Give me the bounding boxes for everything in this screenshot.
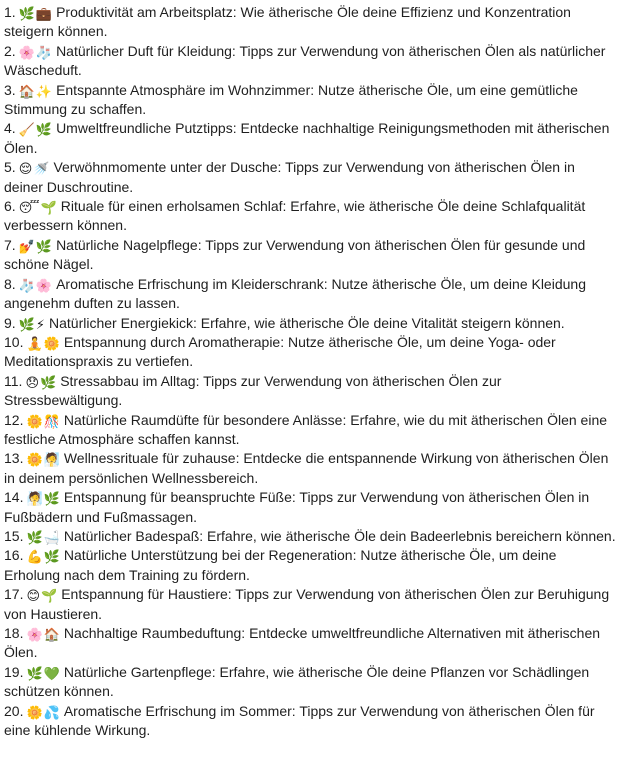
item-text: Entspannung für beanspruchte Füße: Tipps zur Verwendung von ätherischen Ölen in Fußbädern und Fußmassagen. [4,489,590,525]
socks-icon: 🧦 [18,278,35,294]
item-text: Entspannung durch Aromatherapie: Nutze ätherische Öle, um deine Yoga- oder Meditationspraxis zu vertiefen. [4,333,556,370]
item-number: 17. [4,586,24,603]
herb-icon: 🌿 [18,7,35,22]
seedling-icon: 🌱 [41,589,58,605]
item-text: Verwöhnmomente unter der Dusche: Tipps zur Verwendung von ätherischen Ölen in deiner Duschroutine. [4,159,575,195]
blossom-icon: 🌼 [26,414,43,430]
house-icon: 🏠 [18,84,35,100]
house-icon: 🏠 [43,628,60,643]
item-number: 6. [4,198,16,215]
herb-icon: 🌿 [43,492,60,508]
briefcase-icon: 💼 [35,7,53,22]
water-droplets-icon: 💦 [43,705,60,721]
item-number: 10. [4,333,24,350]
item-number: 7. [4,236,16,253]
blossom-icon: 🌼 [26,705,43,721]
item-number: 5. [4,159,16,176]
item-text: Aromatische Erfrischung im Kleiderschrank: Nutze ätherische Öle, um deine Kleidung angenehm duften zu lassen. [4,275,586,312]
bathtub-icon: 🛁 [43,530,60,546]
item-text: Natürlicher Energiekick: Erfahre, wie ätherische Öle deine Vitalität steigern können. [49,314,565,331]
item-text: Wellnessrituale für zuhause: Entdecke die entspannende Wirkung von ätherischen Ölen in deinem persönlichen Wellnessbereich. [4,450,609,486]
item-number: 15. [4,527,24,544]
item-number: 9. [4,314,16,331]
item-number: 11. [4,372,23,389]
cherry-blossom-icon: 🌸 [26,628,43,643]
list-item [4,42,616,81]
nail-polish-icon: 💅 [18,239,35,255]
item-text: Aromatische Erfrischung im Sommer: Tipps zur Verwendung von ätherischen Ölen für eine kühlende Wirkung. [4,702,595,739]
list-item [4,236,616,275]
herb-icon: 🌿 [35,239,53,255]
item-text: Nachhaltige Raumbeduftung: Entdecke umweltfreundliche Alternativen mit ätherischen Ölen. [4,625,601,661]
list-item [4,488,616,527]
item-number: 19. [4,663,24,680]
list-item [4,372,616,411]
sleeping-face-icon: 😴 [18,201,40,217]
item-text: Entspannung für Haustiere: Tipps zur Verwendung von ätherischen Ölen zur Beruhigung von Haustieren. [4,586,610,622]
item-number: 8. [4,275,16,292]
item-number: 2. [4,42,16,59]
broom-icon: 🧹 [18,123,35,139]
shower-icon: 🚿 [33,162,50,178]
smiling-face-icon: 😊 [26,589,41,605]
cherry-blossom-icon: 🌸 [35,278,53,294]
list-item [4,663,616,702]
sparkles-icon: ✨ [35,84,53,100]
item-text: Natürlicher Duft für Kleidung: Tipps zur Verwendung von ätherischen Ölen als natürlicher Wäscheduft. [4,42,606,79]
spa-person-icon: 🧖 [26,492,43,508]
cherry-blossom-icon: 🌸 [18,45,35,61]
spa-person-icon: 🧖 [43,453,60,469]
list-item [4,3,616,42]
item-text: Natürliche Nagelpflege: Tipps zur Verwendung von ätherischen Ölen für gesunde und schöne Nägel. [4,236,586,273]
list-item [4,275,616,314]
list-item [4,333,616,372]
list-item [4,527,616,546]
item-number: 3. [4,81,16,98]
list-item [4,624,616,663]
meditation-icon: 🧘 [26,336,43,352]
item-text: Natürliche Raumdüfte für besondere Anlässe: Erfahre, wie du mit ätherischen Ölen eine festliche Atmosphäre schaffen kannst. [4,411,608,447]
item-number: 4. [4,120,16,137]
relieved-face-icon: 😌 [18,162,33,178]
lightning-icon: ⚡ [35,317,46,333]
list-item [4,702,616,741]
list-item [4,119,616,158]
list-item [4,585,616,624]
item-text: Natürliche Unterstützung bei der Regeneration: Nutze ätherische Öle, um deine Erholung nach dem Training zu fördern. [4,547,557,583]
item-text: Produktivität am Arbeitsplatz: Wie ätherische Öle deine Effizienz und Konzentration steigern können. [4,4,571,40]
herb-icon: 🌿 [26,530,43,546]
sad-face-icon: 😞 [25,375,39,391]
list-item [4,546,616,585]
item-text: Entspannte Atmosphäre im Wohnzimmer: Nutze ätherische Öle, um eine gemütliche Stimmung zu schaffen. [4,81,578,118]
item-number: 20. [4,702,24,719]
flexed-biceps-icon: 💪 [26,550,43,566]
blossom-icon: 🌼 [26,453,43,469]
herb-icon: 🌿 [35,123,53,139]
list-item [4,449,616,488]
item-text: Stressabbau im Alltag: Tipps zur Verwendung von ätherischen Ölen zur Stressbewältigung. [4,372,502,409]
item-text: Umweltfreundliche Putztipps: Entdecke nachhaltige Reinigungsmethoden mit ätherischen Ölen. [4,120,610,156]
herb-icon: 🌿 [43,550,60,566]
herb-icon: 🌿 [18,317,35,333]
item-text: Natürliche Gartenpflege: Erfahre, wie ätherische Öle deine Pflanzen vor Schädlingen schützen können. [4,663,590,700]
green-heart-icon: 💚 [43,666,60,682]
item-number: 12. [4,411,24,428]
list-item [4,158,616,197]
blossom-icon: 🌼 [43,336,60,352]
item-number: 13. [4,450,24,467]
item-number: 1. [4,4,16,20]
item-number: 16. [4,547,24,564]
item-text: Natürlicher Badespaß: Erfahre, wie ätherische Öle dein Badeerlebnis bereichern können. [63,527,616,544]
seedling-icon: 🌱 [40,201,57,217]
list-item [4,81,616,120]
herb-icon: 🌿 [26,666,43,682]
list-item [4,197,616,236]
celebration-icon: 🎊 [43,414,60,430]
item-number: 14. [4,489,24,506]
herb-icon: 🌿 [40,375,57,391]
list-item [4,314,616,333]
socks-icon: 🧦 [35,45,53,61]
list-item [4,411,616,450]
item-text: Rituale für einen erholsamen Schlaf: Erfahre, wie ätherische Öle deine Schlafqualität verbessern können. [4,198,586,234]
item-number: 18. [4,625,24,641]
